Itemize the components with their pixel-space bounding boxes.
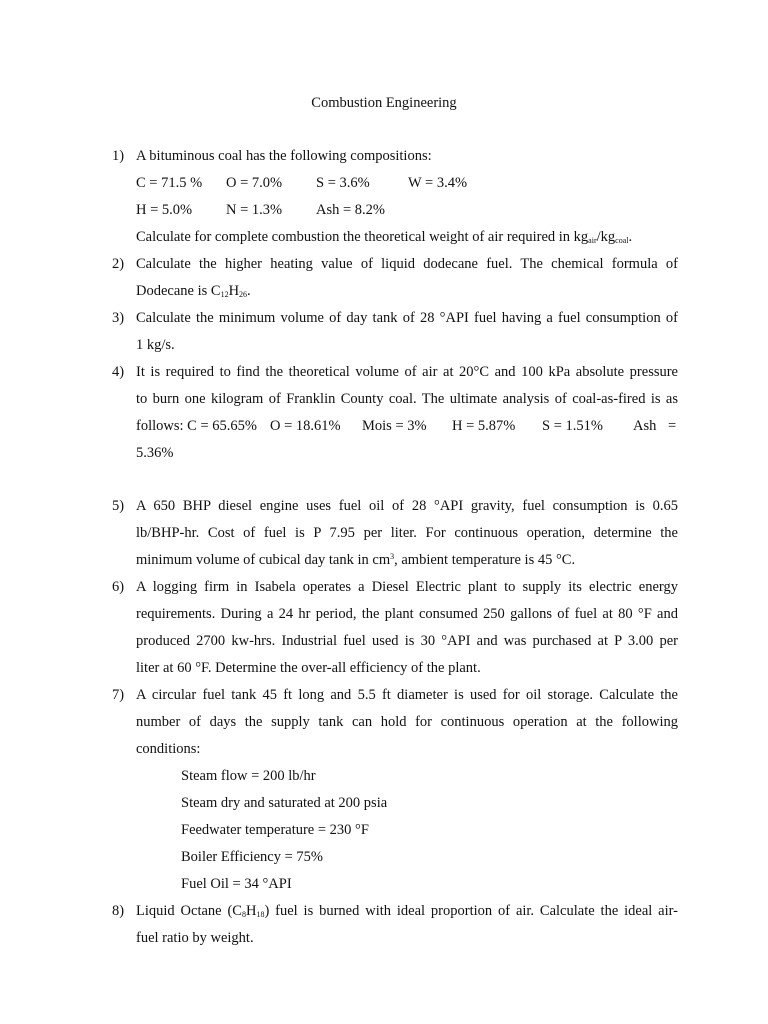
problem-4-analysis-equals: = [668, 418, 677, 434]
problem-6-number: 6) [112, 579, 125, 595]
problem-7-line-2: number of days the supply tank can hold for continuous operation at the following [136, 714, 678, 730]
composition-n: N = 1.3% [226, 202, 283, 218]
composition-ash: Ash = 8.2% [316, 202, 385, 218]
problem-2-line-2: Dodecane is $C_{12}H_{26}$. [136, 283, 251, 299]
problem-1-text: A bituminous coal has the following compositions: [136, 148, 432, 164]
problem-4-analysis-s: S = 1.51% [542, 418, 603, 434]
problem-6-line-2: requirements. During a 24 hr period, the plant consumed 250 gallons of fuel at 80 °F and [136, 606, 678, 622]
problem-4-line-4: 5.36% [136, 445, 174, 461]
problem-5-number: 5) [112, 498, 125, 514]
problem-3-line-2: 1 kg/s. [136, 337, 175, 353]
composition-o: O = 7.0% [226, 175, 283, 191]
problem-4-analysis-mois: Mois = 3% [362, 418, 427, 434]
problem-2-line-1: Calculate the higher heating value of liquid dodecane fuel. The chemical formula of [136, 256, 678, 272]
page-title: Combustion Engineering [311, 95, 457, 111]
problem-1-number: 1) [112, 148, 125, 164]
condition-steam-flow: Steam flow = 200 lb/hr [181, 768, 316, 784]
problem-4-analysis-o: O = 18.61% [270, 418, 341, 434]
condition-steam-state: Steam dry and saturated at 200 psia [181, 795, 388, 811]
composition-w: W = 3.4% [408, 175, 468, 191]
condition-boiler-efficiency: Boiler Efficiency = 75% [181, 849, 323, 865]
problem-4-analysis-c: follows: C = 65.65% [136, 418, 257, 434]
composition-h: H = 5.0% [136, 202, 193, 218]
problem-4-analysis-h: H = 5.87% [452, 418, 516, 434]
problem-3-number: 3) [112, 310, 125, 326]
composition-s: S = 3.6% [316, 175, 370, 191]
problem-5-line-2: lb/BHP-hr. Cost of fuel is P 7.95 per liter. For continuous operation, determine the [136, 525, 678, 541]
problem-6-line-1: A logging firm in Isabela operates a Diesel Electric plant to supply its electric energy [136, 579, 678, 595]
condition-feedwater-temp: Feedwater temperature = 230 °F [181, 822, 369, 838]
problem-7-line-3: conditions: [136, 741, 201, 757]
problem-7-line-1: A circular fuel tank 45 ft long and 5.5 ft diameter is used for oil storage. Calculate the [136, 687, 678, 703]
problem-5-line-3: minimum volume of cubical day tank in $cm^3$, ambient temperature is 45 °C. [136, 552, 576, 568]
problem-4-line-1: It is required to find the theoretical volume of air at 20°C and 100 kPa absolute pressure [136, 364, 678, 380]
problem-2-number: 2) [112, 256, 125, 272]
condition-fuel-oil: Fuel Oil = 34 °API [181, 876, 292, 892]
problem-4-number: 4) [112, 364, 125, 380]
problem-5-line-1: A 650 BHP diesel engine uses fuel oil of 28 °API gravity, fuel consumption is 0.65 [136, 498, 678, 514]
problem-6-line-4: liter at 60 °F. Determine the over-all efficiency of the plant. [136, 660, 481, 676]
problem-8-line-1: Liquid Octane $(C_8H_{18})$ fuel is burned with ideal proportion of air. Calculate the ideal air- [136, 903, 678, 919]
problem-6-line-3: produced 2700 kw-hrs. Industrial fuel used is 30 °API and was purchased at P 3.00 per [136, 633, 678, 649]
problem-4-analysis-ash: Ash [633, 418, 657, 434]
problem-4-line-2: to burn one kilogram of Franklin County coal. The ultimate analysis of coal-as-fired is as [136, 391, 678, 407]
problem-1-question: Calculate for complete combustion the theoretical weight of air required in $kg_{air}/kg_{coal}$. [136, 229, 633, 245]
composition-c: C = 71.5 % [136, 175, 203, 191]
problem-8-line-2: fuel ratio by weight. [136, 930, 254, 946]
problem-3-line-1: Calculate the minimum volume of day tank of 28 °API fuel having a fuel consumption of [136, 310, 678, 326]
problem-8-number: 8) [112, 903, 125, 919]
problem-7-number: 7) [112, 687, 125, 703]
